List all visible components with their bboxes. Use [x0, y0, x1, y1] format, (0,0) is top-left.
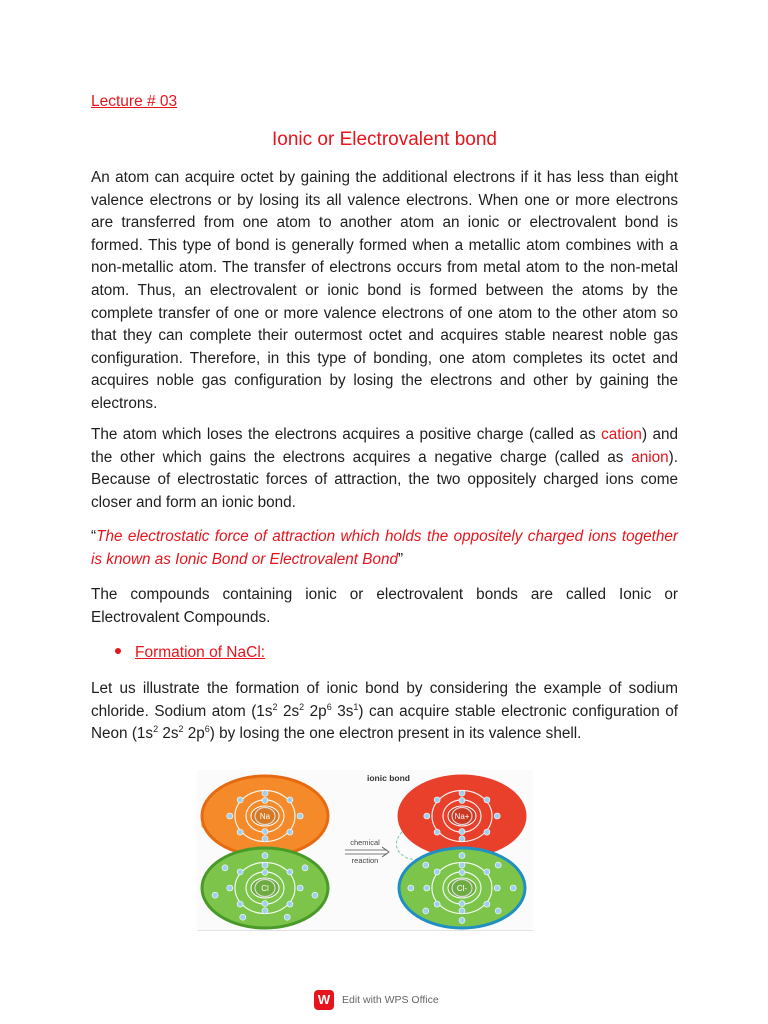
electron	[459, 917, 465, 923]
text-segment: 2p	[304, 702, 327, 720]
electron	[408, 885, 414, 891]
wps-logo-icon: W	[314, 990, 334, 1010]
electron	[262, 853, 268, 859]
atoms-group	[202, 776, 525, 928]
definition-text: The electrostatic force of attraction which holds the oppositely charged ions together is known as Ionic Bond or Electrovalent Bond	[91, 528, 678, 568]
electron	[459, 836, 465, 842]
electron	[262, 829, 268, 835]
electron	[227, 885, 233, 891]
electron	[237, 869, 243, 875]
bullet-item	[115, 644, 265, 662]
electron	[510, 885, 516, 891]
electron	[434, 869, 440, 875]
text-segment: ). Because of electrostatic forces of attraction, the two oppositely charged ions come closer and form an ionic bond.	[91, 448, 678, 511]
electron	[495, 862, 501, 868]
electron	[237, 797, 243, 803]
electron	[495, 908, 501, 914]
superscript: 2	[299, 701, 305, 712]
open-quote: “	[91, 528, 97, 545]
electron	[484, 901, 490, 907]
wps-footer-text: Edit with WPS Office	[342, 994, 439, 1006]
electron	[312, 892, 318, 898]
electron	[262, 836, 268, 842]
bullet-label: Formation of NaCl:	[135, 644, 266, 661]
compounds-paragraph: The compounds containing ionic or electrovalent bonds are called Ionic or Electrovalent Compounds.	[91, 586, 678, 626]
electron	[484, 829, 490, 835]
lecture-number: Lecture # 03	[91, 93, 178, 110]
arrow-label-top: chemical	[350, 838, 380, 847]
electron	[287, 829, 293, 835]
superscript: 2	[153, 724, 159, 735]
electron	[434, 797, 440, 803]
ionic-bond-diagram	[197, 770, 533, 930]
electron	[287, 797, 293, 803]
atom-label: Na	[259, 812, 271, 821]
electron	[262, 797, 268, 803]
electron	[297, 885, 303, 891]
cation-term: cation	[601, 426, 642, 443]
atom-label: Cl	[261, 884, 269, 893]
text-segment: ) by losing the one electron present in its valence shell.	[209, 725, 582, 743]
electron	[262, 862, 268, 868]
intro-paragraph: An atom can acquire octet by gaining the additional electrons if it has less than eight valence electrons or by losing its all valence electrons. When one or more electrons are transferred from one atom to another atom an ionic or electrovalent bond is formed. This type of bond is generally formed when a metallic atom combines with a non-metallic atom. The transfer of electrons occurs from metal atom to the non-metal atom. Thus, an electrovalent or ionic bond is formed between the atoms by the complete transfer of one or more valence electrons of one atom to the other atom so that they can complete their outermost octet and acquires stable nearest noble gas configuration. Therefore, in this type of bonding, one atom completes its octet and acquires noble gas configuration by losing the electrons and other by gaining the electrons.	[91, 169, 678, 412]
electron	[494, 885, 500, 891]
electron	[237, 829, 243, 835]
atom-label: Cl-	[456, 884, 468, 893]
charge-paragraph	[91, 424, 678, 514]
reaction-arrow-head-icon	[382, 847, 389, 857]
electron	[227, 813, 233, 819]
text-segment: 3s	[331, 702, 354, 720]
superscript: 2	[178, 724, 184, 735]
text-segment: 2s	[158, 725, 179, 743]
bullet-dot-icon	[115, 648, 121, 654]
text-segment: The atom which loses the electrons acquires a positive charge (called as	[91, 426, 602, 443]
electron	[424, 885, 430, 891]
electron	[434, 901, 440, 907]
electron	[240, 914, 246, 920]
text-segment: 2s	[277, 702, 300, 720]
wps-footer[interactable]	[314, 990, 439, 1012]
superscript: 6	[204, 724, 210, 735]
electron	[237, 901, 243, 907]
electron	[459, 797, 465, 803]
page-title: Ionic or Electrovalent bond	[272, 129, 497, 150]
electron	[262, 869, 268, 875]
electron	[484, 797, 490, 803]
electron	[459, 853, 465, 859]
superscript: 2	[272, 701, 278, 712]
electron	[484, 869, 490, 875]
atom-label: Na+	[454, 812, 470, 821]
electron	[222, 865, 228, 871]
electron	[459, 790, 465, 796]
electron	[459, 901, 465, 907]
electron	[423, 862, 429, 868]
electron	[262, 790, 268, 796]
electron	[297, 813, 303, 819]
superscript: 1	[353, 701, 359, 712]
text-segment: ) can acquire stable electronic configuration of Neon (1s	[91, 702, 679, 743]
text-segment: 2p	[183, 725, 205, 743]
superscript: 6	[326, 701, 332, 712]
electron	[434, 829, 440, 835]
definition-quote	[91, 526, 678, 571]
electron	[302, 865, 308, 871]
text-segment: ) and the other which gains the electrons acquires a negative charge (called as	[91, 426, 679, 466]
close-quote: ”	[397, 550, 404, 568]
electron	[459, 862, 465, 868]
nacl-paragraph	[91, 678, 678, 746]
figure-header: ionic bond	[367, 773, 410, 783]
electron	[459, 829, 465, 835]
electron	[212, 892, 218, 898]
arrow-label-bottom: reaction	[351, 856, 379, 865]
text-segment: Let us illustrate the formation of ionic bond by considering the example of sodium chloride. Sodium atom (1s	[91, 680, 678, 720]
ionic-bond-figure	[197, 770, 533, 931]
electron	[287, 869, 293, 875]
anion-term: anion	[631, 448, 669, 466]
electron	[424, 813, 430, 819]
electron	[262, 908, 268, 914]
electron	[284, 914, 290, 920]
electron	[423, 908, 429, 914]
electron	[262, 901, 268, 907]
electron	[459, 869, 465, 875]
electron	[287, 901, 293, 907]
electron	[459, 908, 465, 914]
electron	[494, 813, 500, 819]
